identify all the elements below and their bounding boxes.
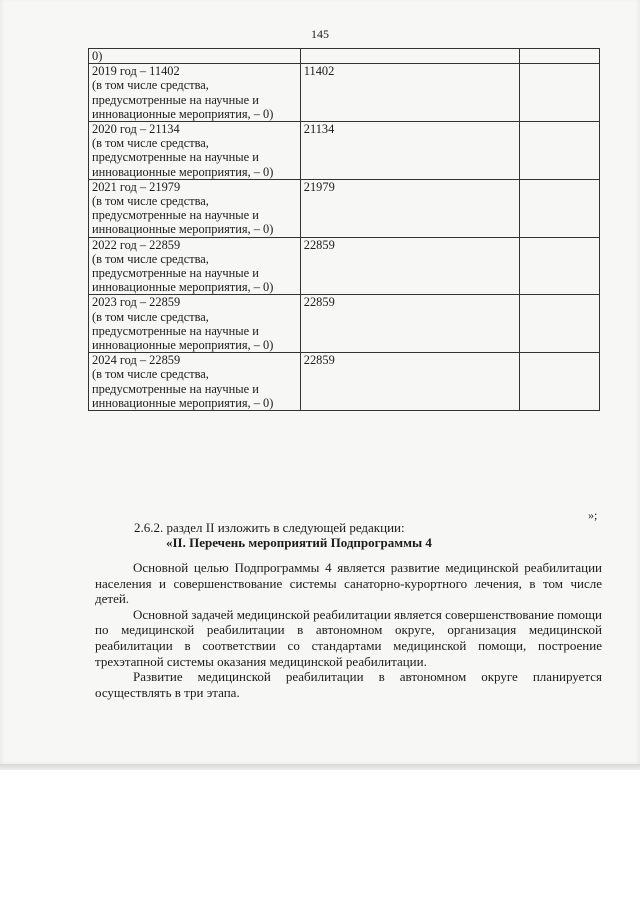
table-cell-value: 11402 <box>300 64 519 122</box>
table-cell-empty <box>519 295 599 353</box>
funding-note: (в том числе средства, предусмотренные на научные и инновационные мероприятия, – 0) <box>92 251 274 295</box>
closing-quote: »; <box>588 508 598 522</box>
year-amount-line: 2019 год – 11402 <box>92 64 180 79</box>
page-number: 145 <box>311 27 329 41</box>
year-amount-line: 2022 год – 22859 <box>92 237 181 252</box>
table-cell-empty <box>519 353 599 411</box>
year-amount-line: 2024 год – 22859 <box>92 353 181 368</box>
table-cell-empty <box>519 179 599 237</box>
funding-table <box>88 48 600 411</box>
table-cell-description: 0) <box>89 49 301 64</box>
funding-table-body <box>89 49 600 411</box>
table-row <box>89 237 600 295</box>
table-cell-empty <box>519 237 599 295</box>
table-cell-description <box>89 179 301 237</box>
paragraph-stages: Развитие медицинской реабилитации в автономном округе планируется осуществлять в три этапа. <box>95 669 602 700</box>
year-amount-line: 2020 год – 21134 <box>92 122 180 137</box>
funding-note: (в том числе средства, предусмотренные на научные и инновационные мероприятия, – 0) <box>92 367 274 410</box>
paragraph-task: Основной задачей медицинской реабилитации является совершенствование помощи по медицинской реабилитации в автономном округе, организация медицинской реабилитации в соответствии со стандартами медицинской помощи, построение трехэтапной системы оказания медицинской реабилитации. <box>95 606 602 669</box>
year-amount-line: 2021 год – 21979 <box>92 179 181 194</box>
table-cell-value <box>300 49 519 64</box>
year-amount-line: 2023 год – 22859 <box>92 295 181 310</box>
table-row <box>89 122 600 180</box>
table-row <box>89 353 600 411</box>
table-cell-value: 22859 <box>300 353 519 411</box>
table-cell-value: 21134 <box>300 122 519 180</box>
scan-edge-shadow <box>0 764 640 770</box>
table-row <box>89 179 600 237</box>
funding-note: (в том числе средства, предусмотренные на научные и инновационные мероприятия, – 0) <box>92 309 274 353</box>
table-row <box>89 64 600 122</box>
table-cell-value: 21979 <box>300 179 519 237</box>
paragraph-goal: Основной целью Подпрограммы 4 является развитие медицинской реабилитации населения и совершенствование системы санаторно-курортного лечения, в том числе детей. <box>95 560 602 607</box>
table-cell-value: 22859 <box>300 295 519 353</box>
funding-note: (в том числе средства, предусмотренные на научные и инновационные мероприятия, – 0) <box>92 194 274 237</box>
table-cell-description <box>89 295 301 353</box>
table-cell-description <box>89 353 301 411</box>
amendment-instruction: 2.6.2. раздел II изложить в следующей редакции: <box>134 520 405 535</box>
table-cell-description <box>89 237 301 295</box>
table-cell-empty <box>519 49 599 64</box>
table-cell-value: 22859 <box>300 237 519 295</box>
funding-note: (в том числе средства, предусмотренные на научные и инновационные мероприятия, – 0) <box>92 136 274 179</box>
table-cell-empty <box>519 64 599 122</box>
table-cell-empty <box>519 122 599 180</box>
table-row <box>89 295 600 353</box>
funding-note: (в том числе средства, предусмотренные на научные и инновационные мероприятия, – 0) <box>92 78 274 121</box>
section-heading: «II. Перечень мероприятий Подпрограммы 4 <box>166 535 432 550</box>
table-cell-description <box>89 64 301 122</box>
body-text <box>95 560 602 700</box>
table-row-continuation <box>89 49 600 64</box>
table-cell-description <box>89 122 301 180</box>
